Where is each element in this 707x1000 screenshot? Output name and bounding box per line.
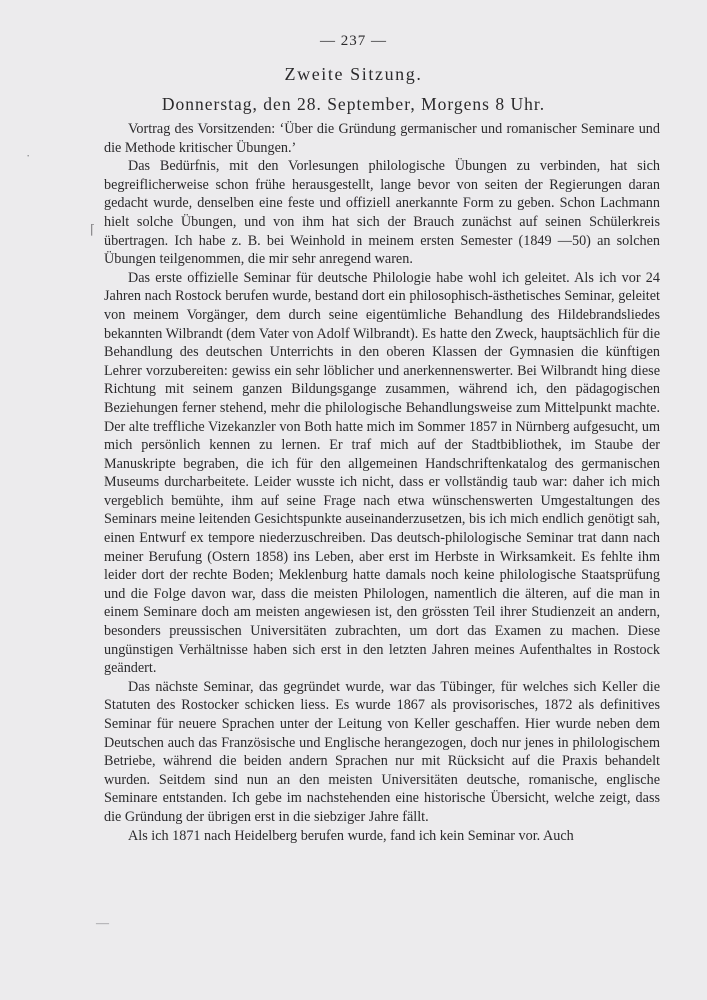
margin-pencil-mark: —: [96, 915, 109, 930]
paragraph: Das nächste Seminar, das gegründet wurde, war das Tübinger, für welches sich Keller die Statuten des Rostocker schicken liess. Es wurde 1867 als provisorisches, 1872 als definitives Seminar für neuere Sprachen unter der Leitung von Keller geschaffen. Hier wurde neben dem Deutschen auch das Französische und Englische herangezogen, doch nur jenes in philologischem Betriebe, während die beiden andern Sprachen nur mit Rücksicht auf die Praxis behandelt wurden. Seitdem sind nun an den meisten Universitäten deutsche, romanische, englische Seminare entstanden. Ich gebe im nachstehenden eine historische Übersicht, welche zeigt, dass die Gründung der übrigen erst in die siebziger Jahre fällt.: [104, 678, 660, 825]
session-date: Donnerstag, den 28. September, Morgens 8 Uhr.: [161, 94, 546, 114]
page-number: — 237 —: [320, 33, 387, 49]
paragraph: Das Bedürfnis, mit den Vorlesungen philologische Übungen zu verbinden, hat sich begreiflicherweise schon frühe herausgestellt, lange bevor von seiten der Regierungen daran gedacht wurde, denselben eine feste und offiziell anerkannte Form zu geben. Schon Lachmann hielt solche Übungen, und von ihm hat sich der Brauch zunächst auf seinen Schülerkreis übertragen. Ich habe z. B. bei Weinhold in meinem ersten Semester (1849 —50) an solchen Übungen teilgenommen, die mir sehr anregend waren.: [104, 158, 660, 268]
paragraph-lecture-title: Vortrag des Vorsitzenden: ‘Über die Gründung germanischer und romanischer Seminare und die Methode kritischer Übungen.’: [104, 121, 660, 156]
paragraph: Als ich 1871 nach Heidelberg berufen wurde, fand ich kein Seminar vor. Auch: [128, 827, 574, 844]
margin-pencil-mark: ·: [26, 148, 31, 163]
body-text: [104, 120, 660, 845]
session-heading: Zweite Sitzung.: [284, 64, 423, 84]
paragraph: Das erste offizielle Seminar für deutsche Philologie habe wohl ich geleitet. Als ich vor 24 Jahren nach Rostock berufen wurde, bestand dort ein philosophisch-ästhetisches Seminar, geleitet von meinem Vorgänger, dem durch seine eigentümliche Behandlung des Hildebrandsliedes bekannten Wilbrandt (dem Vater von Adolf Wilbrandt). Es hatte den Zweck, hauptsächlich für die Behandlung des deutschen Unterrichts in den oberen Klassen der Gymnasien die künftigen Lehrer vorzubereiten: gewiss ein sehr löblicher und anerkennenswerter. Bei Wilbrandt hing diese Richtung mit seinem ganzen Bildungsgange zusammen, während ich, den pädagogischen Beziehungen ferner stehend, mehr die philologische Behandlungsweise zum Mittelpunkt machte. Der alte treffliche Vizekanzler von Both hatte mich im Sommer 1857 in Nürnberg aufgesucht, um mich persönlich kennen zu lernen. Er traf mich auf der Stadtbibliothek, im Staube der Manuskripte begraben, die ich für den allgemeinen Handschriftenkatalog des germanischen Museums durcharbeitete. Leider wusste ich nicht, dass er vollständig taub war: daher ich mich vergeblich bemühte, ihm auf seine Frage nach etwa wünschenswerten Umgestaltungen des Seminars meine leitenden Gesichtspunkte auseinanderzusetzen, bis ich mich endlich genötigt sah, einen Entwurf ex tempore niederzuschreiben. Das deutsch-philologische Seminar trat dann nach meiner Berufung (Ostern 1858) ins Leben, aber erst im Herbste in Wirksamkeit. Es fehlte ihm leider dort der rechte Boden; Meklenburg hatte damals noch keine philologische Staatsprüfung und die Folge davon war, dass die meisten Philologen, namentlich die älteren, auf die man in einem Seminare doch am meisten angewiesen ist, den grössten Teil ihrer Studienzeit an andern, besonders preussischen Universitäten zubrachten, um dort das Examen zu machen. Diese ungünstigen Verhältnisse haben sich erst in den letzten Jahren meines Aufenthaltes in Rostock geändert.: [104, 269, 660, 677]
margin-pencil-mark: ⌈: [90, 222, 96, 237]
